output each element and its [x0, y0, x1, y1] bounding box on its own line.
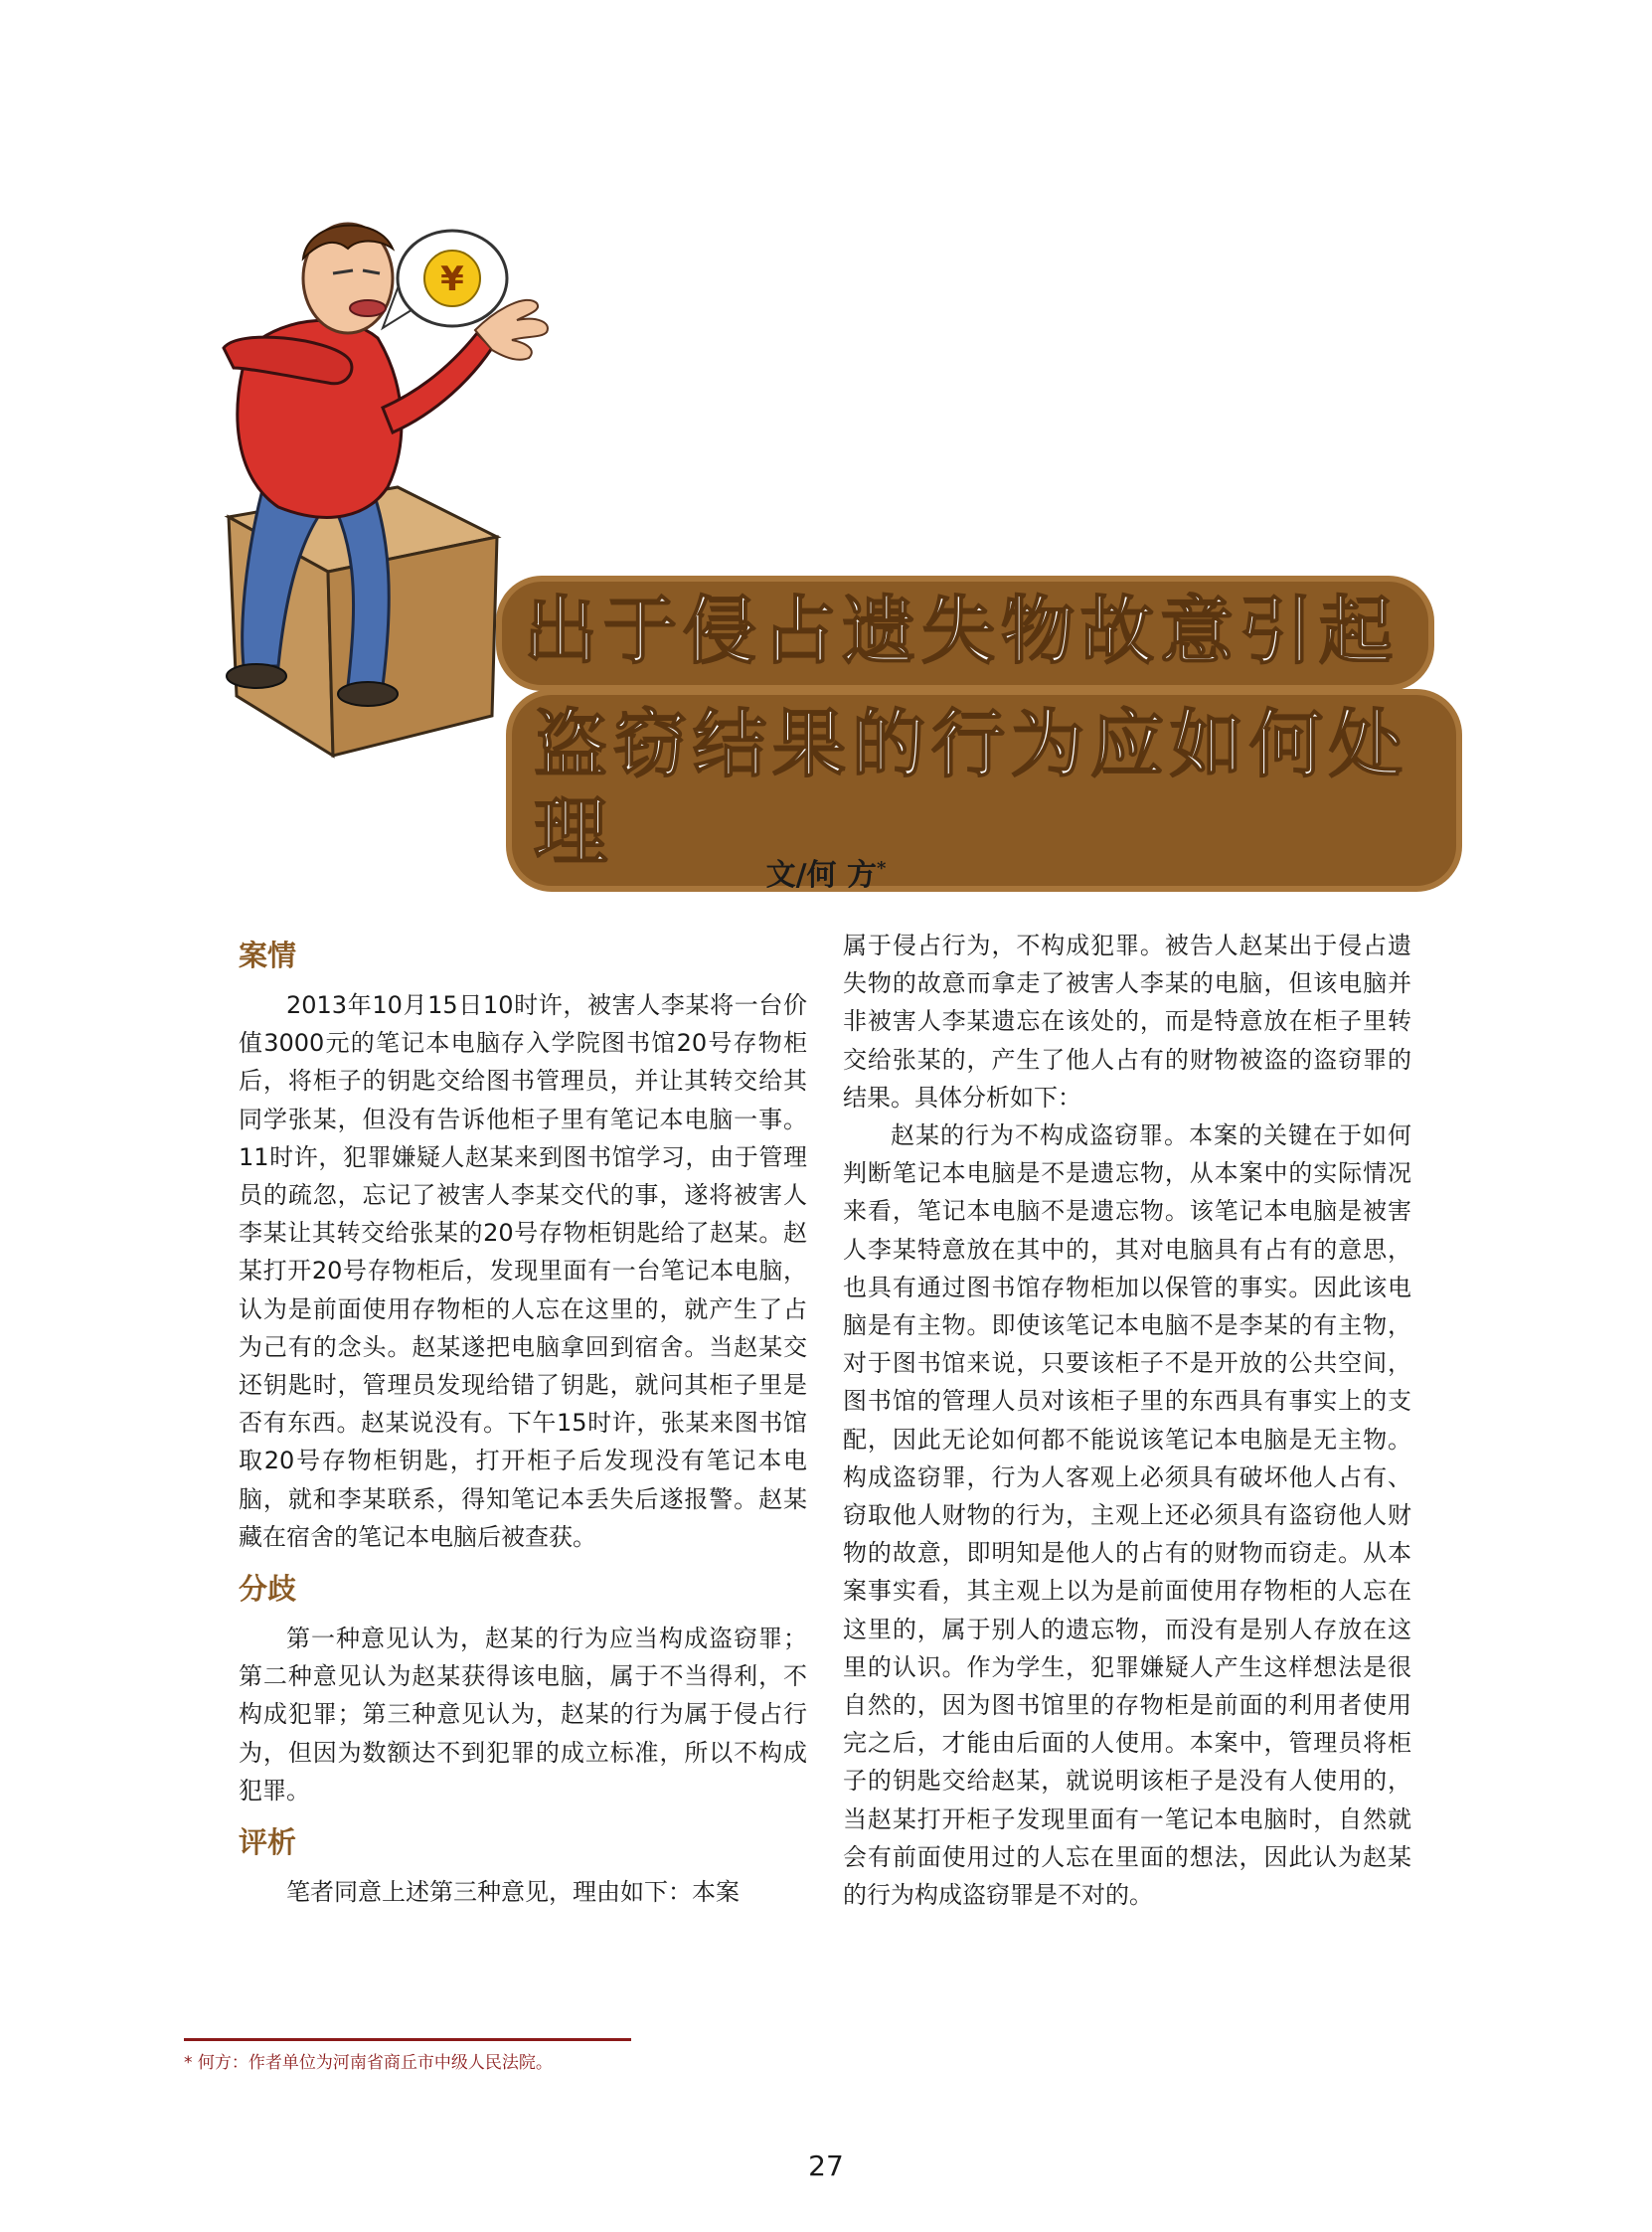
case-paragraph: 2013年10月15日10时许，被害人李某将一台价值3000元的笔记本电脑存入学院图书馆20号存物柜后，将柜子的钥匙交给图书管理员，并让其转交给其同学张某，但没有告诉他柜子里有笔记本电脑一事。11时许，犯罪嫌疑人赵某来到图书馆学习，由于管理员的疏忽，忘记了被害人李某交代的事，遂将被害人李某让其转交给张某的20号存物柜钥匙给了赵某。赵某打开20号存物柜后，发现里面有一台笔记本电脑，认为是前面使用存物柜的人忘在这里的，就产生了占为己有的念头。赵某遂把电脑拿回到宿舍。当赵某交还钥匙时，管理员发现给错了钥匙，就问其柜子里是否有东西。赵某说没有。下午15时许，张某来图书馆取20号存物柜钥匙，打开柜子后发现没有笔记本电脑，就和李某联系，得知笔记本丢失后遂报警。赵某藏在宿舍的笔记本电脑后被查获。 [239, 991, 807, 1551]
article-title [502, 582, 1456, 886]
section-heading-analysis: 评析 [239, 1825, 297, 1860]
analysis-paragraph-start: 笔者同意上述第三种意见，理由如下：本案 [286, 1878, 740, 1907]
torso-drawing [224, 300, 548, 518]
page-number: 27 [808, 2149, 844, 2182]
author-footnote-mark: * [876, 858, 887, 879]
footnote-divider [184, 2038, 631, 2041]
title-line-2: 盗窃结果的行为应如何处理 [512, 695, 1456, 886]
author-text: 文/何 方 [765, 858, 877, 893]
right-column [843, 927, 1411, 1914]
section-heading-dispute: 分歧 [239, 1572, 297, 1607]
title-line-1: 出于侵占遗失物故意引起 [502, 582, 1428, 685]
byline [0, 850, 1652, 894]
author-footnote: * 何方：作者单位为河南省商丘市中级人民法院。 [184, 2053, 553, 2073]
section-heading-case: 案情 [239, 939, 297, 972]
analysis-paragraph-2: 赵某的行为不构成盗窃罪。本案的关键在于如何判断笔记本电脑是不是遗忘物，从本案中的实际情况来看，笔记本电脑不是遗忘物。该笔记本电脑是被害人李某特意放在其中的，其对电脑具有占有的意思，也具有通过图书馆存物柜加以保管的事实。因此该电脑是有主物。即使该笔记本电脑不是李某的有主物，对于图书馆来说，只要该柜子不是开放的公共空间，图书馆的管理人员对该柜子里的东西具有事实上的支配，因此无论如何都不能说该笔记本电脑是无主物。构成盗窃罪，行为人客观上必须具有破坏他人占有、窃取他人财物的行为，主观上还必须具有盗窃他人财物的故意，即明知是他人的占有的财物而窃走。从本案事实看，其主观上以为是前面使用存物柜的人忘在这里的，属于别人的遗忘物，而没有是别人存放在这里的认识。作为学生，犯罪嫌疑人产生这样想法是很自然的，因为图书馆里的存物柜是前面的利用者使用完之后，才能由后面的人使用。本案中，管理员将柜子的钥匙交给赵某，就说明该柜子是没有人使用的，当赵某打开柜子发现里面有一笔记本电脑时，自然就会有前面使用过的人忘在里面的想法，因此认为赵某的行为构成盗窃罪是不对的。 [843, 1121, 1411, 1910]
left-column [239, 935, 807, 1911]
analysis-paragraph-continued: 属于侵占行为，不构成犯罪。被告人赵某出于侵占遗失物的故意而拿走了被害人李某的电脑，但该电脑并非被害人李某遗忘在该处的，而是特意放在柜子里转交给张某的，产生了他人占有的财物被盗的盗窃罪的结果。具体分析如下： [843, 932, 1411, 1112]
yen-icon: ¥ [440, 259, 464, 299]
head-drawing [303, 224, 393, 333]
speech-bubble [383, 231, 507, 328]
dispute-paragraph: 第一种意见认为，赵某的行为应当构成盗窃罪；第二种意见认为赵某获得该电脑，属于不当得利，不构成犯罪；第三种意见认为，赵某的行为属于侵占行为，但因为数额达不到犯罪的成立标准，所以不构成犯罪。 [239, 1625, 807, 1804]
